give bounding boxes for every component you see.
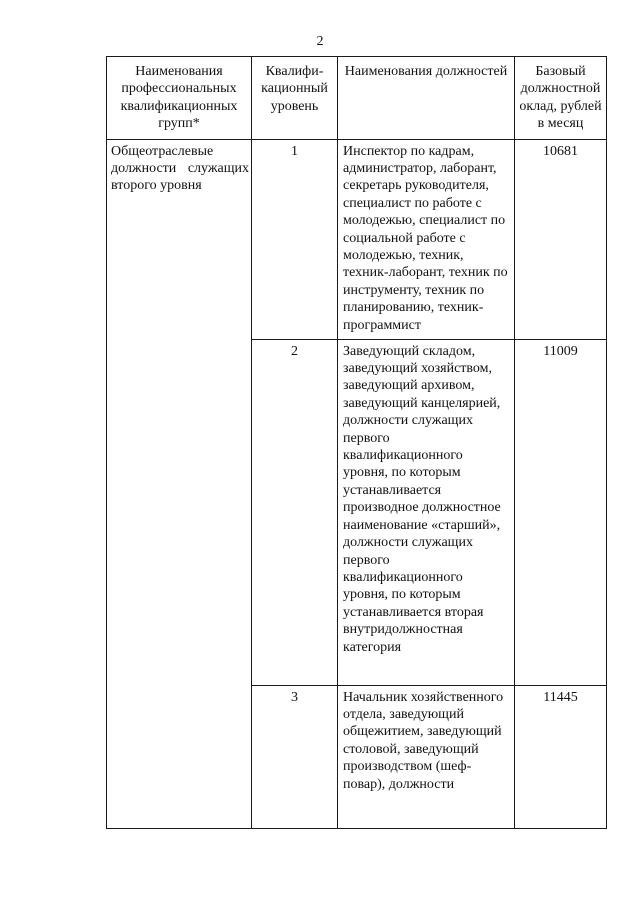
- page-number: 2: [316, 34, 324, 49]
- salary-table: [106, 56, 607, 829]
- positions-cell: Начальник хозяйственного отдела, заведующий общежитием, заведующий столовой, заведующий производством (шеф-повар), должности: [338, 685, 515, 828]
- table-row: [107, 139, 607, 339]
- level-cell: 2: [252, 339, 338, 685]
- salary-cell: 10681: [515, 139, 607, 339]
- salary-cell: 11009: [515, 339, 607, 685]
- header-group: Наименования профессиональных квалификационных групп*: [107, 57, 252, 140]
- table-header-row: [107, 57, 607, 140]
- level-cell: 1: [252, 139, 338, 339]
- group-name-cell: Общеотраслевые должности служащих второго уровня: [107, 139, 252, 828]
- header-level: Квалифи-кационный уровень: [252, 57, 338, 140]
- positions-cell: Заведующий складом, заведующий хозяйством, заведующий архивом, заведующий канцелярией, должности служащих первого квалификационного уровня, по которым устанавливается производное должностное наименование «старший», должности служащих первого квалификационного уровня, по которым устанавливается вторая внутридолжностная категория: [338, 339, 515, 685]
- level-cell: 3: [252, 685, 338, 828]
- salary-cell: 11445: [515, 685, 607, 828]
- header-positions: Наименования должностей: [338, 57, 515, 140]
- header-salary: Базовый должностной оклад, рублей в месяц: [515, 57, 607, 140]
- positions-cell: Инспектор по кадрам, администратор, лаборант, секретарь руководителя, специалист по работе с молодежью, специалист по социальной работе с молодежью, техник, техник-лаборант, техник по инструменту, техник по планированию, техник-программист: [338, 139, 515, 339]
